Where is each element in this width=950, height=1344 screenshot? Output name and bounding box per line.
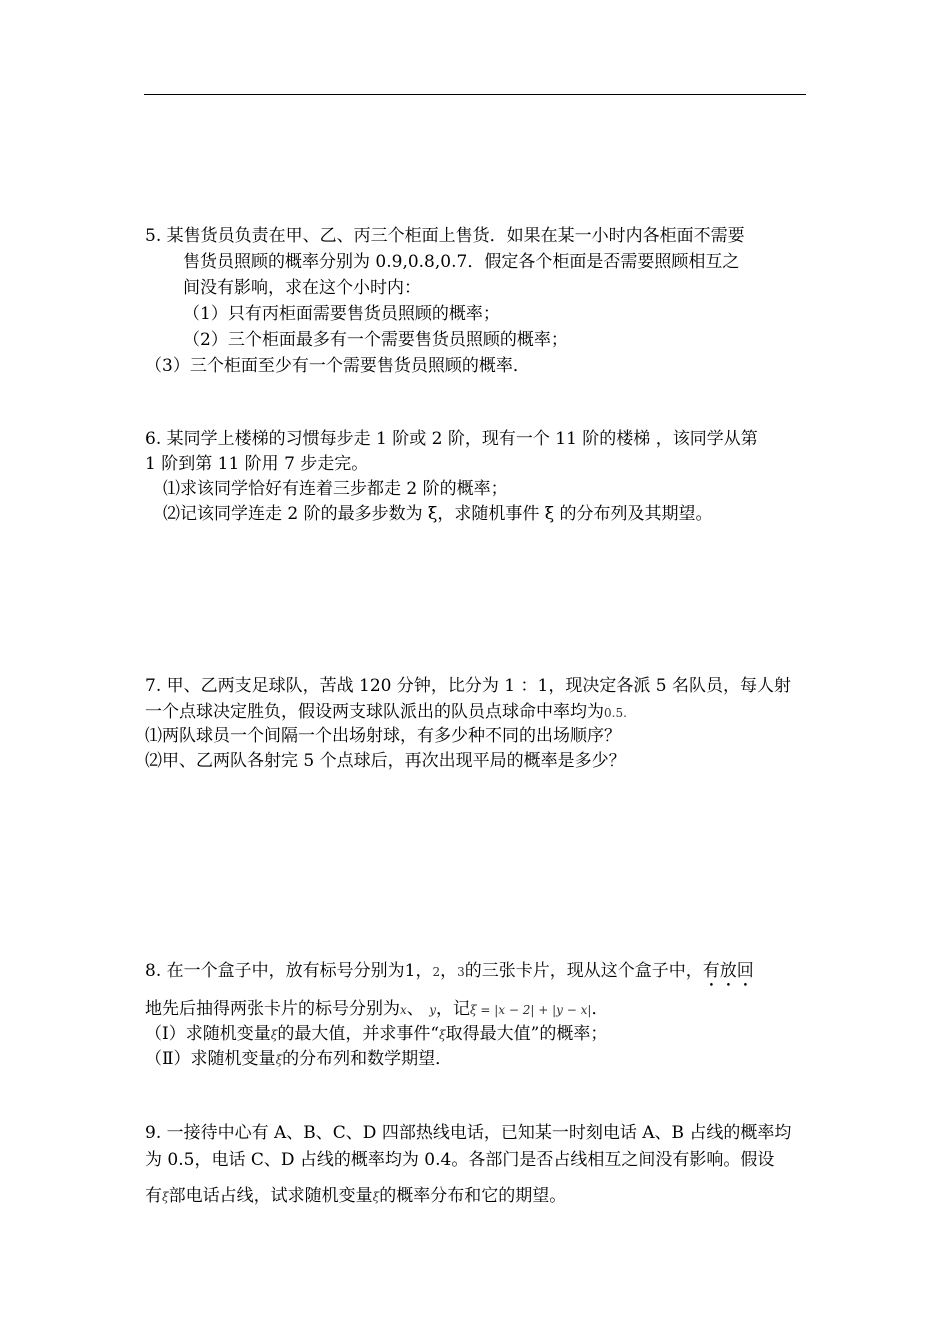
q9-line-3 [145,1185,566,1208]
header-rule [144,94,806,95]
q9-line-3-text-c: 的概率分布和它的期望。 [379,1186,567,1206]
q8-part-2-text-b: 的分布列和数学期望． [282,1049,453,1069]
q8-part-2-text-a: （Ⅱ）求随机变量 [145,1049,276,1069]
q8-part-1-text-b: 的最大值，并求事件“ [277,1024,440,1044]
q7-part-2: ⑵甲、乙两队各射完 5 个点球后，再次出现平局的概率是多少？ [145,751,626,771]
q9-xi-symbol: ξ [372,1190,380,1204]
q8-line-2: 地先后抽得两张卡片的标号分别为x、 y，记ξ = |x − 2| + |y − x|． [145,999,609,1019]
q9-xi-symbol: ξ [162,1190,169,1204]
q6-part-2: ⑵记该同学连走 2 阶的最多步数为 ξ，求随机事件 ξ 的分布列及其期望。 [163,504,713,524]
q8-line-1: 8. 在一个盒子中，放有标号分别为1，2，3的三张卡片，现从这个盒子中，有放回 [145,961,754,981]
q8-line-2-text-a: 地先后抽得两张卡片的标号分别为 [145,999,400,1019]
q8-part-1-text-c: 取得最大值”的概率； [445,1024,608,1044]
q8-card-number-1: 1 [404,961,416,981]
q8-part-2 [145,1048,452,1071]
q9-line-3-text-a: 有 [145,1186,162,1206]
q9-line-1: 9. 一接待中心有 A、B、C、D 四部热线电话，已知某一时刻电话 A、B 占线的概率均 [145,1123,792,1143]
q6-line-1: 6. 某同学上楼梯的习惯每步走 1 阶或 2 阶，现有一个 11 阶的楼梯 ，该同学从第 [145,429,758,449]
q8-line-2-text-b: ，记 [435,999,470,1019]
q8-xi-symbol: ξ [270,1028,278,1042]
q7-rate-value: 0.5. [604,706,627,720]
q9-line-3-text-b: 部电话占线，试求随机变量 [168,1186,373,1206]
q8-part-1-text-a: （Ⅰ）求随机变量 [145,1024,271,1044]
q7-line-2 [145,701,627,724]
q8-card-number-3: 3 [457,965,465,979]
q7-part-1: ⑴两队球员一个间隔一个出场射球，有多少种不同的出场顺序？ [145,726,621,746]
q6-part-1: ⑴求该同学恰好有连着三步都走 2 阶的概率； [163,479,508,499]
q5-part-1: （1）只有丙柜面需要售货员照顾的概率； [183,304,500,324]
q8-line-1-text-a: 8. 在一个盒子中，放有标号分别为 [145,961,405,981]
q8-xi-symbol: ξ [275,1053,283,1067]
q8-formula: ξ = |x − 2| + |y − x| [469,1003,592,1017]
q8-line-1-text-b: 的三张卡片，现从这个盒子中， [464,961,703,981]
q5-part-2: （2）三个柜面最多有一个需要售货员照顾的概率； [183,330,568,350]
q7-line-1: 7. 甲、乙两支足球队，苦战 120 分钟，比分为 1 ：1，现决定各派 5 名队员，每人射 [145,676,791,696]
q9-line-2: 为 0.5，电话 C、D 占线的概率均为 0.4。各部门是否占线相互之间没有影响。假设 [145,1150,775,1170]
q5-line-3: 间没有影响，求在这个小时内： [183,278,421,298]
q8-xi-symbol: ξ [439,1028,446,1042]
q8-card-number-2: 2 [432,965,441,979]
q5-line-2: 售货员照顾的概率分别为 0.9,0.8,0.7．假定各个柜面是否需要照顾相互之 [183,252,740,272]
q8-var-x: x [400,1003,407,1017]
q6-line-2: 1 阶到第 11 阶用 7 步走完。 [145,454,369,474]
q8-line-2-text-c: ． [591,999,609,1019]
q8-emphasized-phrase: 有放回 [702,961,754,981]
q8-part-1 [145,1023,607,1046]
q8-var-y: y [429,1003,436,1017]
q7-line-2-text: 一个点球决定胜负，假设两支球队派出的队员点球命中率均为 [145,702,604,722]
q5-line-1: 5. 某售货员负责在甲、乙、丙三个柜面上售货．如果在某一小时内各柜面不需要 [145,226,745,246]
q5-part-3: （3）三个柜面至少有一个需要售货员照顾的概率． [145,356,530,376]
